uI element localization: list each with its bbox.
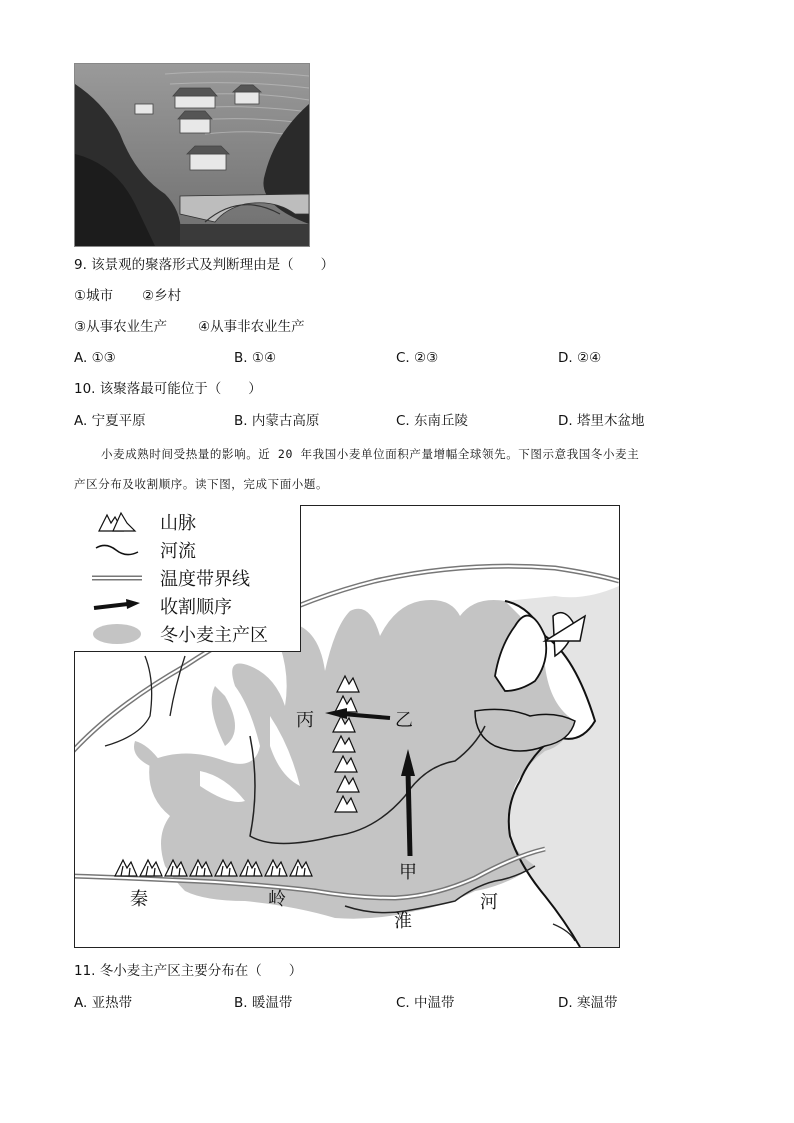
river-icon <box>92 538 142 562</box>
legend-wheat-area <box>92 621 268 647</box>
map-label-he: 河 <box>480 892 498 913</box>
q11-option-c: C. 中温带 <box>396 995 455 1011</box>
arrow-icon <box>92 594 142 618</box>
passage-line-1: 小麦成熟时间受热量的影响。近 20 年我国小麦单位面积产量增幅全球领先。下图示意我国冬小麦主 <box>101 447 640 461</box>
q9-option-a: A. ①③ <box>74 350 116 366</box>
map-label-jia: 甲 <box>399 862 417 883</box>
q9-item-3: ③从事农业生产 <box>74 319 168 335</box>
boundary-line-icon <box>92 566 142 590</box>
village-photo <box>74 63 310 247</box>
q11-option-a: A. 亚热带 <box>74 995 133 1011</box>
legend-river-label: 河流 <box>160 541 196 562</box>
q9-stem: 9. 该景观的聚落形式及判断理由是（ ） <box>74 257 335 273</box>
q9-option-b: B. ①④ <box>234 350 277 366</box>
q11-stem: 11. 冬小麦主产区主要分布在（ ） <box>74 963 303 979</box>
q11-option-b: B. 暖温带 <box>234 995 293 1011</box>
q9-option-c: C. ②③ <box>396 350 439 366</box>
map-label-qin: 秦 <box>130 889 148 910</box>
map-label-bing: 丙 <box>296 710 314 731</box>
q11-option-d: D. 寒温带 <box>558 995 618 1011</box>
legend-wheat-area-label: 冬小麦主产区 <box>160 625 268 646</box>
legend-harvest-label: 收割顺序 <box>160 597 232 618</box>
map-legend <box>74 505 301 652</box>
legend-harvest <box>92 593 232 619</box>
harvest-arrow-jia-yi <box>408 771 410 856</box>
q9-item-1: ①城市 <box>74 288 114 304</box>
q9-item-4: ④从事非农业生产 <box>198 319 305 335</box>
legend-boundary <box>92 565 250 591</box>
legend-mountain-label: 山脉 <box>160 513 196 534</box>
village-landscape-photo <box>75 64 309 246</box>
wheat-area-icon <box>92 622 142 646</box>
map-label-huai: 淮 <box>394 911 412 932</box>
legend-mountain <box>92 509 196 535</box>
q10-option-d: D. 塔里木盆地 <box>558 413 645 429</box>
legend-river <box>92 537 196 563</box>
q10-option-b: B. 内蒙古高原 <box>234 413 320 429</box>
q10-option-c: C. 东南丘陵 <box>396 413 469 429</box>
mountain-icon <box>92 510 142 534</box>
q9-item-2: ②乡村 <box>142 288 182 304</box>
q9-option-d: D. ②④ <box>558 350 602 366</box>
q10-option-a: A. 宁夏平原 <box>74 413 146 429</box>
legend-boundary-label: 温度带界线 <box>160 569 250 590</box>
map-label-yi: 乙 <box>395 710 413 731</box>
passage-line-2: 产区分布及收割顺序。读下图，完成下面小题。 <box>74 477 329 491</box>
q10-stem: 10. 该聚落最可能位于（ ） <box>74 381 262 397</box>
map-label-ling: 岭 <box>268 889 286 910</box>
